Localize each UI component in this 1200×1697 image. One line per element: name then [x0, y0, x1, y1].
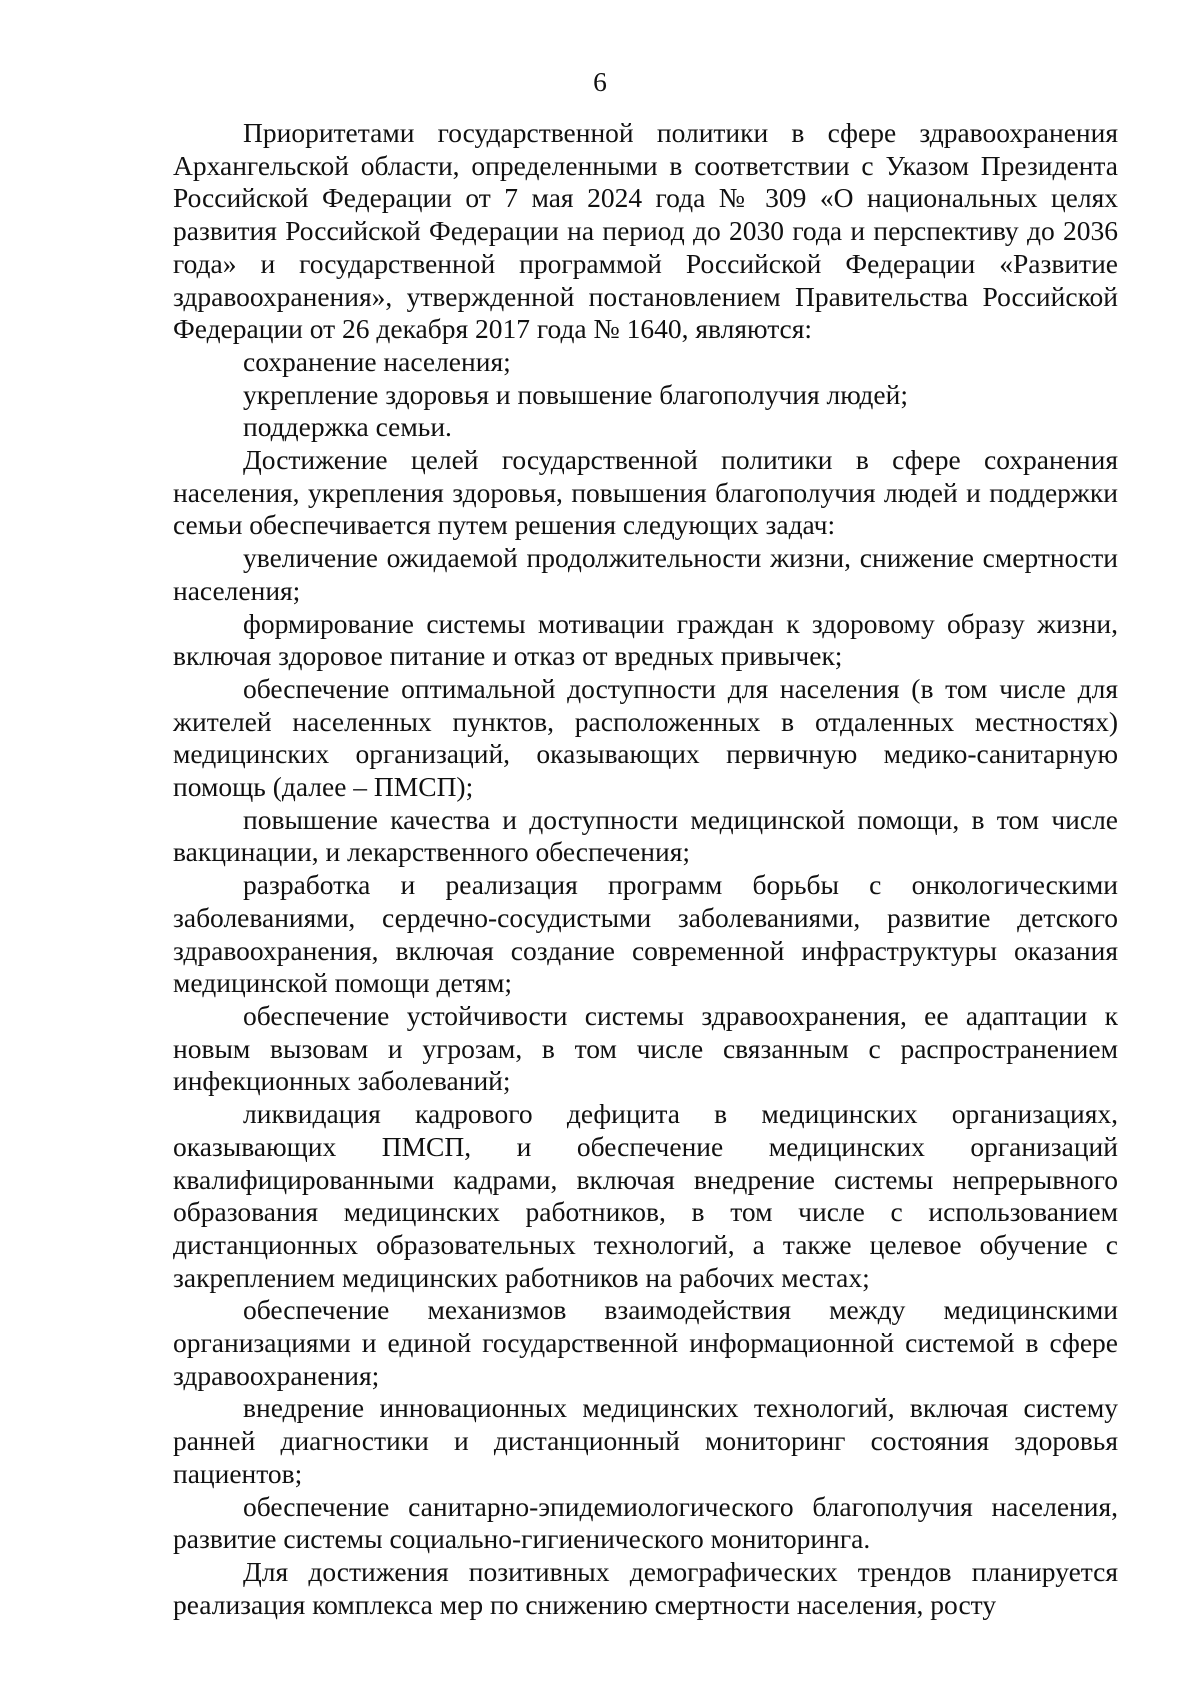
list-item-care-quality: повышение качества и доступности медицинской помощи, в том числе вакцинации, и лекарственного обеспечения;	[173, 803, 1118, 868]
list-item-system-resilience: обеспечение устойчивости системы здравоохранения, ее адаптации к новым вызовам и угрозам, в том числе связанным с распространением инфекционных заболеваний;	[173, 999, 1118, 1097]
list-item-disease-programs: разработка и реализация программ борьбы с онкологическими заболеваниями, сердечно-сосудистыми заболеваниями, развитие детского здравоохранения, включая создание современной инфраструктуры оказания медицинской помощи детям;	[173, 869, 1118, 999]
list-item-innovative-technologies: внедрение инновационных медицинских технологий, включая систему ранней диагностики и дистанционный мониторинг состояния здоровья пациентов;	[173, 1392, 1118, 1489]
list-item-healthy-lifestyle: формирование системы мотивации граждан к здоровому образу жизни, включая здоровое питание и отказ от вредных привычек;	[173, 607, 1118, 672]
paragraph-demographic-trends: Для достижения позитивных демографических трендов планируется реализация комплекса мер по снижению смертности населения, росту	[173, 1555, 1118, 1620]
list-item-information-system: обеспечение механизмов взаимодействия между медицинскими организациями и единой государственной информационной системой в сфере здравоохранения;	[173, 1294, 1118, 1391]
list-item-staff-shortage: ликвидация кадрового дефицита в медицинских организациях, оказывающих ПМСП, и обеспечение медицинских организаций квалифицированными кадрами, включая внедрение системы непрерывного образования медицинских работников, в том числе с использованием дистанционных образовательных технологий, а также целевое обучение с закреплением медицинских работников на рабочих местах;	[173, 1098, 1118, 1293]
paragraph-goals-tasks-intro: Достижение целей государственной политики в сфере сохранения населения, укрепления здоровья, повышения благополучия людей и поддержки семьи обеспечивается путем решения следующих задач:	[173, 444, 1118, 541]
list-item-health-wellbeing: укрепление здоровья и повышение благополучия людей;	[243, 378, 908, 410]
page-number: 6	[593, 66, 607, 97]
list-item-life-expectancy: увеличение ожидаемой продолжительности жизни, снижение смертности населения;	[173, 542, 1118, 606]
document-body	[173, 117, 1118, 1621]
list-item-pmsp-accessibility: обеспечение оптимальной доступности для населения (в том числе для жителей населенных пунктов, расположенных в отдаленных местностях) медицинских организаций, оказывающих первичную медико-санитарную помощь (далее – ПМСП);	[173, 672, 1118, 803]
list-item-family-support: поддержка семьи.	[243, 411, 452, 443]
list-item-population-preservation: сохранение населения;	[243, 345, 511, 377]
paragraph-priorities-intro: Приоритетами государственной политики в сфере здравоохранения Архангельской области, определенными в соответствии с Указом Президента Российской Федерации от 7 мая 2024 года № 309 «О национальных целях развития Российской Федерации на период до 2030 года и перспективу до 2036 года» и государственной программой Российской Федерации «Развитие здравоохранения», утвержденной постановлением Правительства Российской Федерации от 26 декабря 2017 года № 1640, являются:	[173, 117, 1118, 345]
list-item-sanitary-wellbeing: обеспечение санитарно-эпидемиологического благополучия населения, развитие системы социально-гигиенического мониторинга.	[173, 1490, 1118, 1555]
